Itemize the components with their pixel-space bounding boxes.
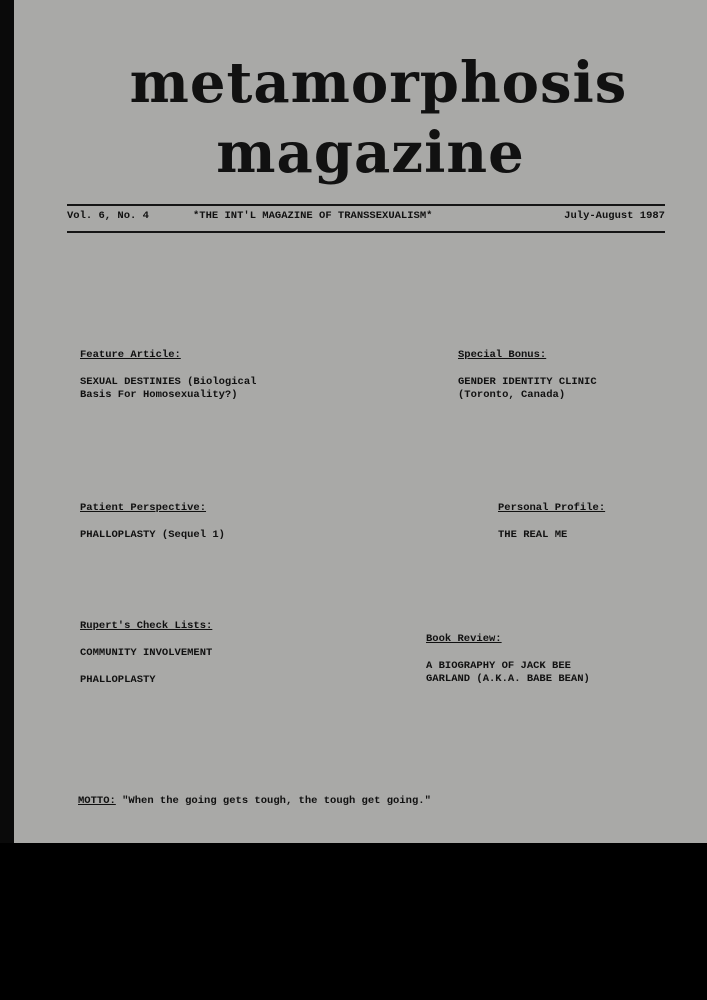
motto-text: "When the going gets tough, the tough get going." [115,795,431,807]
book-review-line: GARLAND (A.K.A. BABE BEAN) [426,673,590,685]
masthead-tagline: *THE INT'L MAGAZINE OF TRANSSEXUALISM* [193,210,433,222]
personal-profile-heading: Personal Profile: [498,502,606,514]
patient-perspective-heading: Patient Perspective: [80,502,207,514]
check-lists-section [80,620,212,687]
issue-volume: Vol. 6, No. 4 [67,210,149,222]
magazine-title-line-2: magazine [216,120,525,186]
feature-article-line: Basis For Homosexuality?) [80,389,238,401]
check-lists-heading: Rupert's Check Lists: [80,620,213,632]
motto-label: MOTTO: [78,795,116,807]
masthead-rule-bottom [67,231,665,233]
masthead-rule-top [67,204,665,206]
book-review-section [426,633,590,686]
magazine-cover [14,0,707,843]
special-bonus-line: GENDER IDENTITY CLINIC [458,376,597,388]
special-bonus-section [458,349,597,402]
page-left-shadow [0,0,14,843]
issue-date: July-August 1987 [564,210,665,222]
patient-perspective-line: PHALLOPLASTY (Sequel 1) [80,529,225,541]
magazine-title-line-1: metamorphosis [129,50,628,116]
scan-bottom-margin [0,843,707,1000]
book-review-line: A BIOGRAPHY OF JACK BEE [426,660,571,672]
check-list-item: COMMUNITY INVOLVEMENT [80,647,213,659]
patient-perspective-section [80,502,225,542]
motto [78,795,431,807]
personal-profile-section [498,502,605,542]
personal-profile-line: THE REAL ME [498,529,568,541]
book-review-heading: Book Review: [426,633,502,645]
feature-article-section [80,349,256,402]
feature-article-line: SEXUAL DESTINIES (Biological [80,376,257,388]
special-bonus-line: (Toronto, Canada) [458,389,566,401]
check-list-item: PHALLOPLASTY [80,674,156,686]
feature-article-heading: Feature Article: [80,349,181,361]
special-bonus-heading: Special Bonus: [458,349,547,361]
